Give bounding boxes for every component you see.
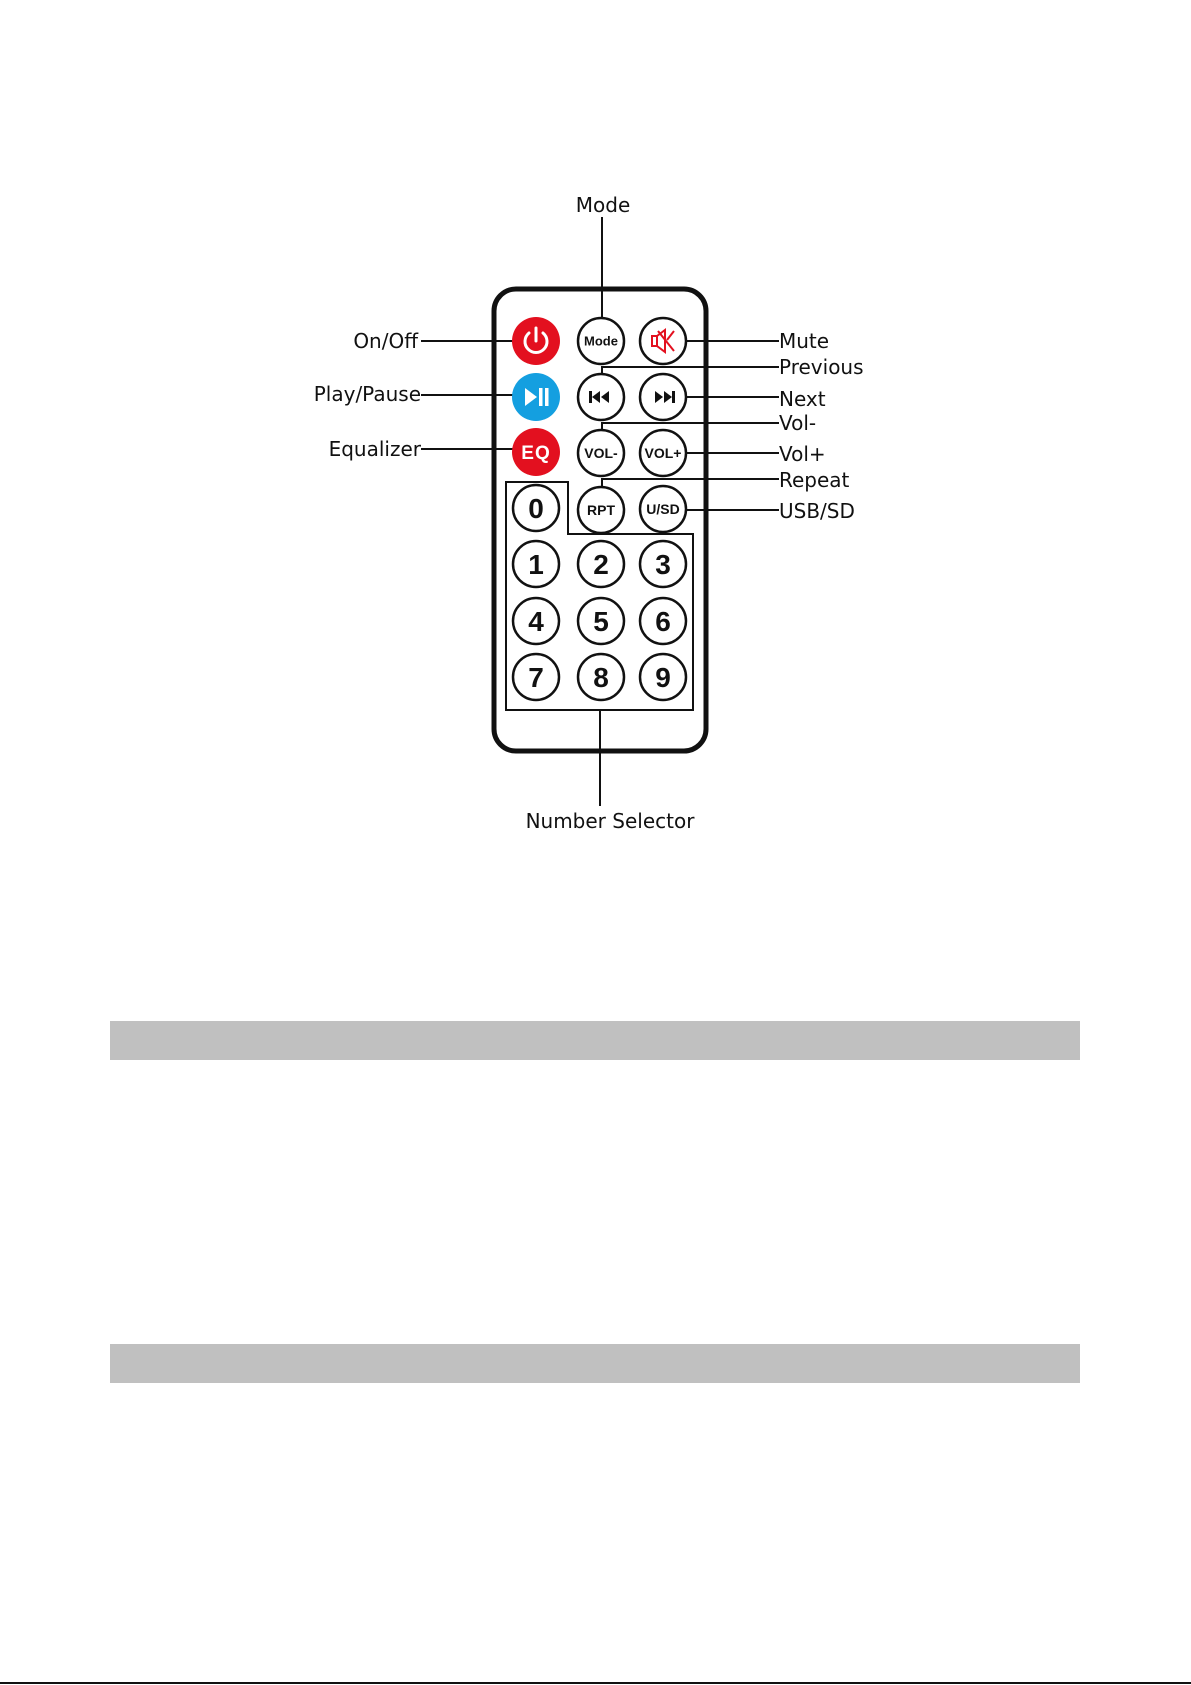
digit-8-button[interactable] [578,654,624,700]
callout-number-selector: Number Selector [525,809,695,833]
digit-7-label: 7 [528,662,544,693]
mute-button[interactable] [640,318,686,364]
previous-button[interactable] [578,374,624,420]
callout-vol-minus: Vol- [779,411,817,435]
digit-4-label: 4 [528,606,544,637]
callout-repeat: Repeat [779,468,850,492]
usb-sd-button-label: U/SD [646,501,680,517]
callout-previous: Previous [779,355,864,379]
power-button[interactable] [512,317,560,365]
digit-0-label: 0 [528,493,544,524]
vol-minus-button-label: VOL- [584,445,618,461]
digit-6-label: 6 [655,606,671,637]
repeat-button[interactable] [578,487,624,533]
callout-equalizer: Equalizer [328,437,421,461]
digit-4-button[interactable] [513,598,559,644]
section-header-bar-1 [110,1021,1080,1060]
callout-next: Next [779,387,826,411]
mode-button[interactable] [578,318,624,364]
callout-usb-sd: USB/SD [779,499,855,523]
callout-vol-plus: Vol+ [779,442,826,466]
digit-1-button[interactable] [513,541,559,587]
digit-9-label: 9 [655,662,671,693]
digit-8-label: 8 [593,662,609,693]
callout-mode: Mode [575,193,631,217]
digit-2-button[interactable] [578,541,624,587]
vol-plus-button[interactable] [640,430,686,476]
digit-0-button[interactable] [513,485,559,531]
next-button[interactable] [640,374,686,420]
callout-on-off: On/Off [353,329,418,353]
digit-3-label: 3 [655,549,671,580]
digit-5-button[interactable] [578,598,624,644]
vol-minus-button[interactable] [578,430,624,476]
mode-button-label: Mode [584,333,618,349]
callout-mute: Mute [779,329,830,353]
section-header-bar-2 [110,1344,1080,1383]
page-bottom-rule [0,1682,1191,1684]
digit-7-button[interactable] [513,654,559,700]
digit-2-label: 2 [593,549,609,580]
digit-9-button[interactable] [640,654,686,700]
digit-3-button[interactable] [640,541,686,587]
eq-button-label: EQ [521,443,551,464]
callout-play-pause: Play/Pause [313,382,421,406]
play-pause-button[interactable] [512,373,560,421]
repeat-button-label: RPT [587,502,615,518]
vol-plus-button-label: VOL+ [644,445,682,461]
usb-sd-button[interactable] [640,486,686,532]
digit-1-label: 1 [528,549,544,580]
digit-5-label: 5 [593,606,609,637]
eq-button[interactable] [512,428,560,476]
digit-6-button[interactable] [640,598,686,644]
